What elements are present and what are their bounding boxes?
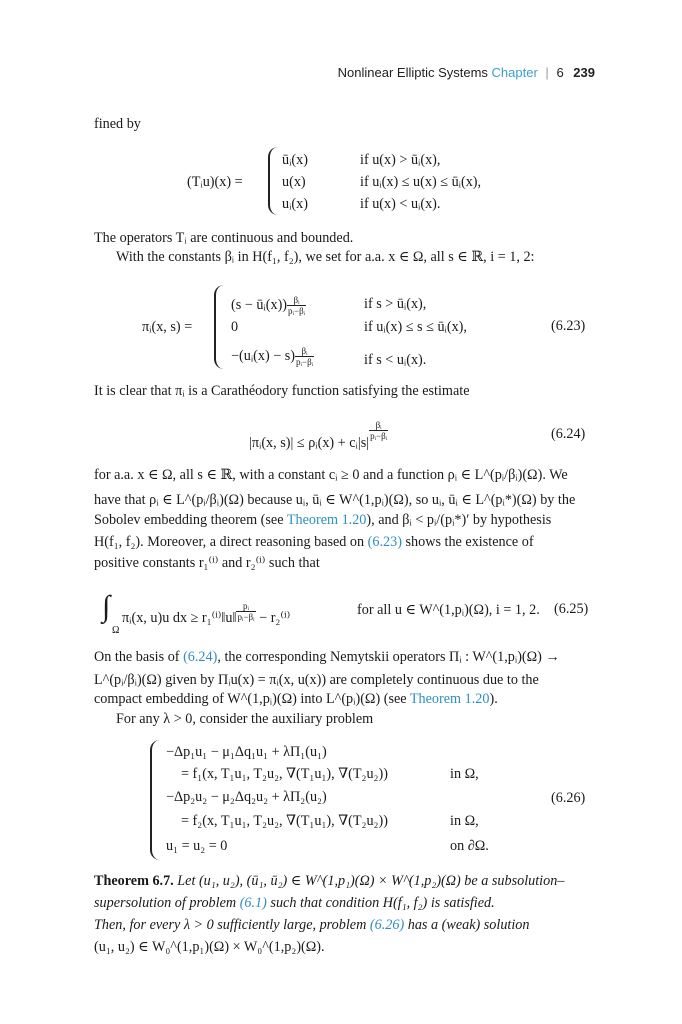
- text-constants: With the constants βᵢ in H(f₁, f₂), we set for a.a. x ∈ Ω, all s ∈ ℝ, i = 1, 2:: [116, 249, 535, 265]
- text-para4-line5: positive constants r₁⁽ⁱ⁾ and r₂⁽ⁱ⁾ such that: [94, 555, 320, 571]
- running-header: Nonlinear Elliptic Systems Chapter | 6 239: [337, 65, 595, 80]
- equation-number-6-24: (6.24): [551, 426, 586, 442]
- link-eq-6-23[interactable]: (6.23): [367, 534, 402, 550]
- eq-t-row2-right: if uᵢ(x) ≤ u(x) ≤ ūᵢ(x),: [360, 174, 482, 190]
- eq-623-row2-right: if uᵢ(x) ≤ s ≤ ūᵢ(x),: [364, 319, 467, 335]
- text-para5-line3: compact embedding of W^(1,pᵢ)(Ω) into L^(pᵢ)(Ω) (see Theorem 1.20).: [94, 691, 498, 707]
- page-number: 239: [573, 65, 595, 80]
- equation-number-6-25: (6.25): [554, 601, 589, 617]
- equation-number-6-23: (6.23): [551, 318, 586, 334]
- theorem-line1: Theorem 6.7. Let (u₁, u₂), (ū₁, ū₂) ∈ W^(1,p₁)(Ω) × W^(1,p₂)(Ω) be a subsolution–: [94, 873, 565, 889]
- text-operators: The operators Tᵢ are continuous and bounded.: [94, 230, 354, 246]
- eq-626-row5-cond: on ∂Ω.: [450, 838, 489, 854]
- header-chapter-label: Chapter: [491, 65, 538, 80]
- eq-623-row1-left: (s − ūᵢ(x)) $\frac{\text{βᵢ}}{\text{pᵢ−βᵢ}}$: [231, 295, 306, 316]
- eq-626-row2-cond: in Ω,: [450, 766, 479, 782]
- integral-domain: Ω: [112, 625, 120, 636]
- eq-t-row3-right: if u(x) < uᵢ(x).: [360, 196, 441, 212]
- theorem-line4: (u₁, u₂) ∈ W₀^(1,p₁)(Ω) × W₀^(1,p₂)(Ω).: [94, 939, 325, 955]
- eq-623-row1-right: if s > ūᵢ(x),: [364, 296, 427, 312]
- eq-624-body: |πᵢ(x, s)| ≤ ρᵢ(x) + cᵢ|s| $\frac{\text{βᵢ}}{\text{pᵢ−βᵢ}}$: [249, 420, 388, 451]
- text-para5-line4: For any λ > 0, consider the auxiliary problem: [116, 711, 374, 727]
- text-para5-line2: L^(pᵢ/βᵢ)(Ω) given by Πᵢu(x) = πᵢ(x, u(x)) are completely continuous due to the: [94, 672, 539, 688]
- equation-number-6-26: (6.26): [551, 790, 586, 806]
- eq-t-lhs: (Tᵢu)(x) =: [187, 174, 243, 190]
- text-para4-line2: have that ρᵢ ∈ L^(pᵢ/βᵢ)(Ω) because uᵢ, ūᵢ ∈ W^(1,pᵢ)(Ω), so uᵢ, ūᵢ ∈ L^(pᵢ*)(Ω) by the: [94, 492, 576, 508]
- eq-626-row4: = f₂(x, T₁u₁, T₂u₂, ∇(T₁u₁), ∇(T₂u₂)): [181, 813, 388, 829]
- eq-623-row2-left: 0: [231, 319, 239, 335]
- eq-626-row4-cond: in Ω,: [450, 813, 479, 829]
- eq-623-row3-left: −(uᵢ(x) − s) $\frac{\text{βᵢ}}{\text{pᵢ−βᵢ}}$: [231, 346, 314, 367]
- eq-625-condition: for all u ∈ W^(1,pᵢ)(Ω), i = 1, 2.: [357, 602, 540, 618]
- header-chapter-number: 6: [556, 65, 564, 80]
- link-theorem-1-20[interactable]: Theorem 1.20: [286, 512, 367, 528]
- eq-626-row2: = f₁(x, T₁u₁, T₂u₂, ∇(T₁u₁), ∇(T₂u₂)): [181, 766, 388, 782]
- link-problem-6-1[interactable]: (6.1): [239, 895, 267, 911]
- header-title: Nonlinear Elliptic Systems: [337, 65, 488, 80]
- theorem-line2: supersolution of problem (6.1) such that condition H(f₁, f₂) is satisfied.: [94, 895, 495, 911]
- eq-t-row1-right: if u(x) > ūᵢ(x),: [360, 152, 441, 168]
- eq-626-row3: −Δp₂u₂ − μ₂Δq₂u₂ + λΠ₂(u₂): [166, 789, 327, 805]
- text-caratheodory: It is clear that πᵢ is a Carathéodory function satisfying the estimate: [94, 383, 470, 399]
- text-para5-line1: On the basis of (6.24), the corresponding Nemytskii operators Πᵢ : W^(1,pᵢ)(Ω) →: [94, 649, 560, 665]
- text-fined-by: fined by: [94, 116, 141, 132]
- theorem-label: Theorem 6.7.: [94, 873, 174, 889]
- eq-623-row3-right: if s < uᵢ(x).: [364, 352, 427, 368]
- text-para4-line1: for a.a. x ∈ Ω, all s ∈ ℝ, with a constant cᵢ ≥ 0 and a function ρᵢ ∈ L^(pᵢ/βᵢ)(Ω). We: [94, 467, 568, 483]
- theorem-line3: Then, for every λ > 0 sufficiently large, problem (6.26) has a (weak) solution: [94, 917, 530, 933]
- eq-625-body: πᵢ(x, u)u dx ≥ r₁⁽ⁱ⁾‖u‖ $\frac{\text{pᵢ}}{\text{pᵢ−βᵢ}}$ − r₂⁽ⁱ⁾: [122, 601, 291, 626]
- link-problem-6-26[interactable]: (6.26): [369, 917, 405, 933]
- text-para4-line3: Sobolev embedding theorem (see Theorem 1.20), and βᵢ < pᵢ/(pᵢ*)′ by hypothesis: [94, 512, 552, 528]
- eq-t-row3-left: uᵢ(x): [282, 196, 308, 212]
- eq-623-lhs: πᵢ(x, s) =: [142, 319, 193, 335]
- text-para4-line4: H(f₁, f₂). Moreover, a direct reasoning based on (6.23) shows the existence of: [94, 534, 534, 550]
- eq-t-row1-left: ūᵢ(x): [282, 152, 308, 168]
- link-theorem-1-20-b[interactable]: Theorem 1.20: [409, 691, 490, 707]
- integral-sign: ∫: [102, 590, 111, 623]
- link-eq-6-24[interactable]: (6.24): [183, 649, 218, 665]
- eq-626-row5: u₁ = u₂ = 0: [166, 838, 228, 854]
- eq-t-row2-left: u(x): [282, 174, 306, 190]
- eq-626-row1: −Δp₁u₁ − μ₁Δq₁u₁ + λΠ₁(u₁): [166, 744, 327, 760]
